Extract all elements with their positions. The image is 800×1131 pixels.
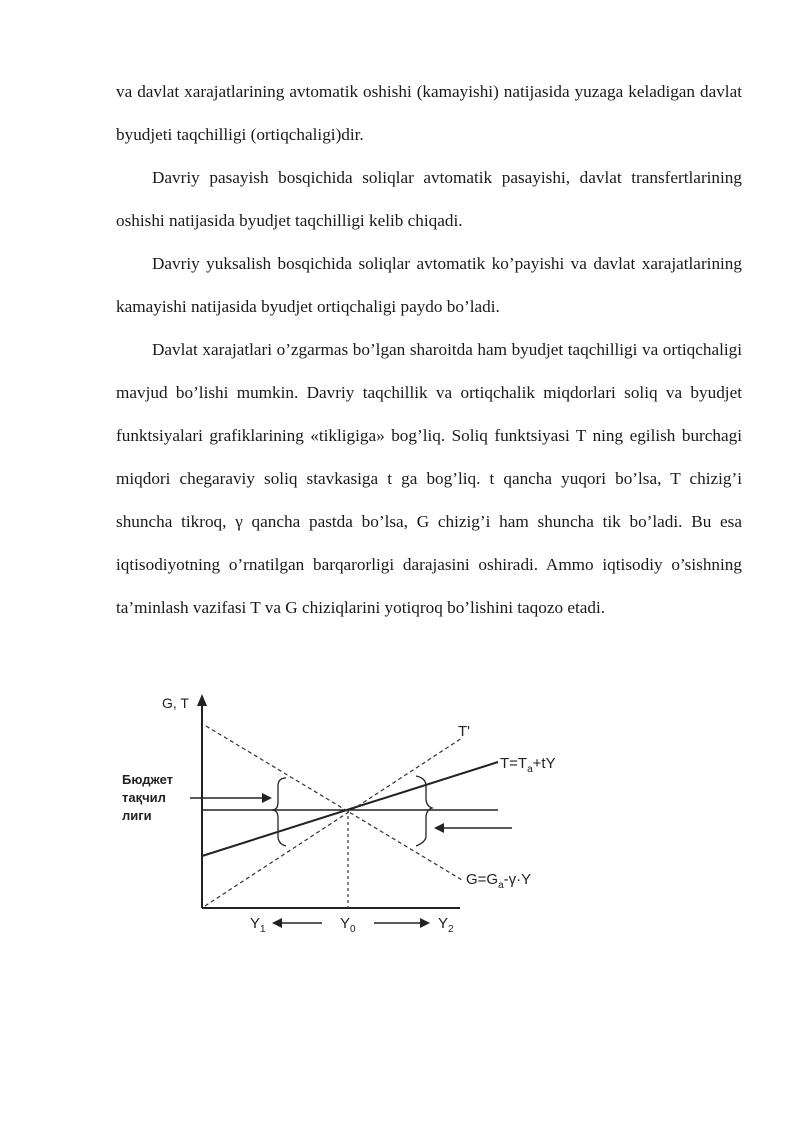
paragraph-3: Davriy yuksalish bosqichida soliqlar avtomatik ko’payishi va davlat xarajatlarining kamayishi natijasida byudjet ortiqchaligi paydo bo’ladi.	[116, 254, 742, 316]
y-axis-arrow	[197, 694, 207, 706]
g-dashed-line	[206, 726, 462, 880]
deficit-label-line-3: лиги	[122, 808, 152, 823]
y1-label: $Y_1$	[250, 915, 266, 935]
paragraph-4: Davlat xarajatlari o’zgarmas bo’lgan sharoitda ham byudjet taqchilligi va ortiqchaligi mavjud bo’lishi mumkin. Davriy taqchillik va ortiqchalik miqdorlari soliq va byudjet funktsiyalari grafiklarining «tikligiga» bog’liq. Soliq funktsiyasi T ning egilish burchagi miqdori chegaraviy soliq stavkasiga t ga bog’liq. t qancha yuqori bo’lsa, T chizig’i shuncha tikroq, γ qancha pastda bo’lsa, G chizig’i ham shuncha tik bo’ladi. Bu esa iqtisodiyotning o’rnatilgan barqarorligi darajasini oshiradi. Ammo iqtisodiy o’sishning ta’minlash vazifasi T va G chiziqlarini yotiqroq bo’lishini taqozo etadi.	[116, 340, 742, 617]
t-prime-label: T'	[458, 723, 471, 740]
y2-label: $Y_2$	[438, 915, 454, 935]
deficit-arrowhead	[262, 793, 272, 803]
budget-diagram	[110, 686, 556, 936]
t-line	[202, 762, 498, 856]
paragraph-1: va davlat xarajatlarining avtomatik oshishi (kamayishi) natijasida yuzaga keladigan davlat byudjeti taqchilligi (ortiqchaligi)dir.	[116, 82, 742, 144]
y0-label: $Y_0$	[340, 915, 356, 935]
surplus-arrowhead	[434, 823, 444, 833]
g-line-label: $G=G_a-\gamma\cdot Y$	[466, 871, 532, 891]
y-axis-label: G, T	[162, 695, 189, 711]
y1-arrowhead	[272, 918, 282, 928]
paragraph-2: Davriy pasayish bosqichida soliqlar avtomatik pasayishi, davlat transfertlarining oshishi natijasida byudjet taqchilligi kelib chiqadi.	[116, 168, 742, 230]
y2-arrowhead	[420, 918, 430, 928]
deficit-brace	[272, 778, 286, 846]
budget-figure	[110, 686, 556, 936]
t-line-label: $T=T_a+tY$	[500, 755, 556, 775]
deficit-label-line-1: Бюджет	[122, 772, 173, 787]
t-prime-line	[205, 738, 462, 906]
deficit-label-line-2: тақчил	[122, 790, 166, 805]
